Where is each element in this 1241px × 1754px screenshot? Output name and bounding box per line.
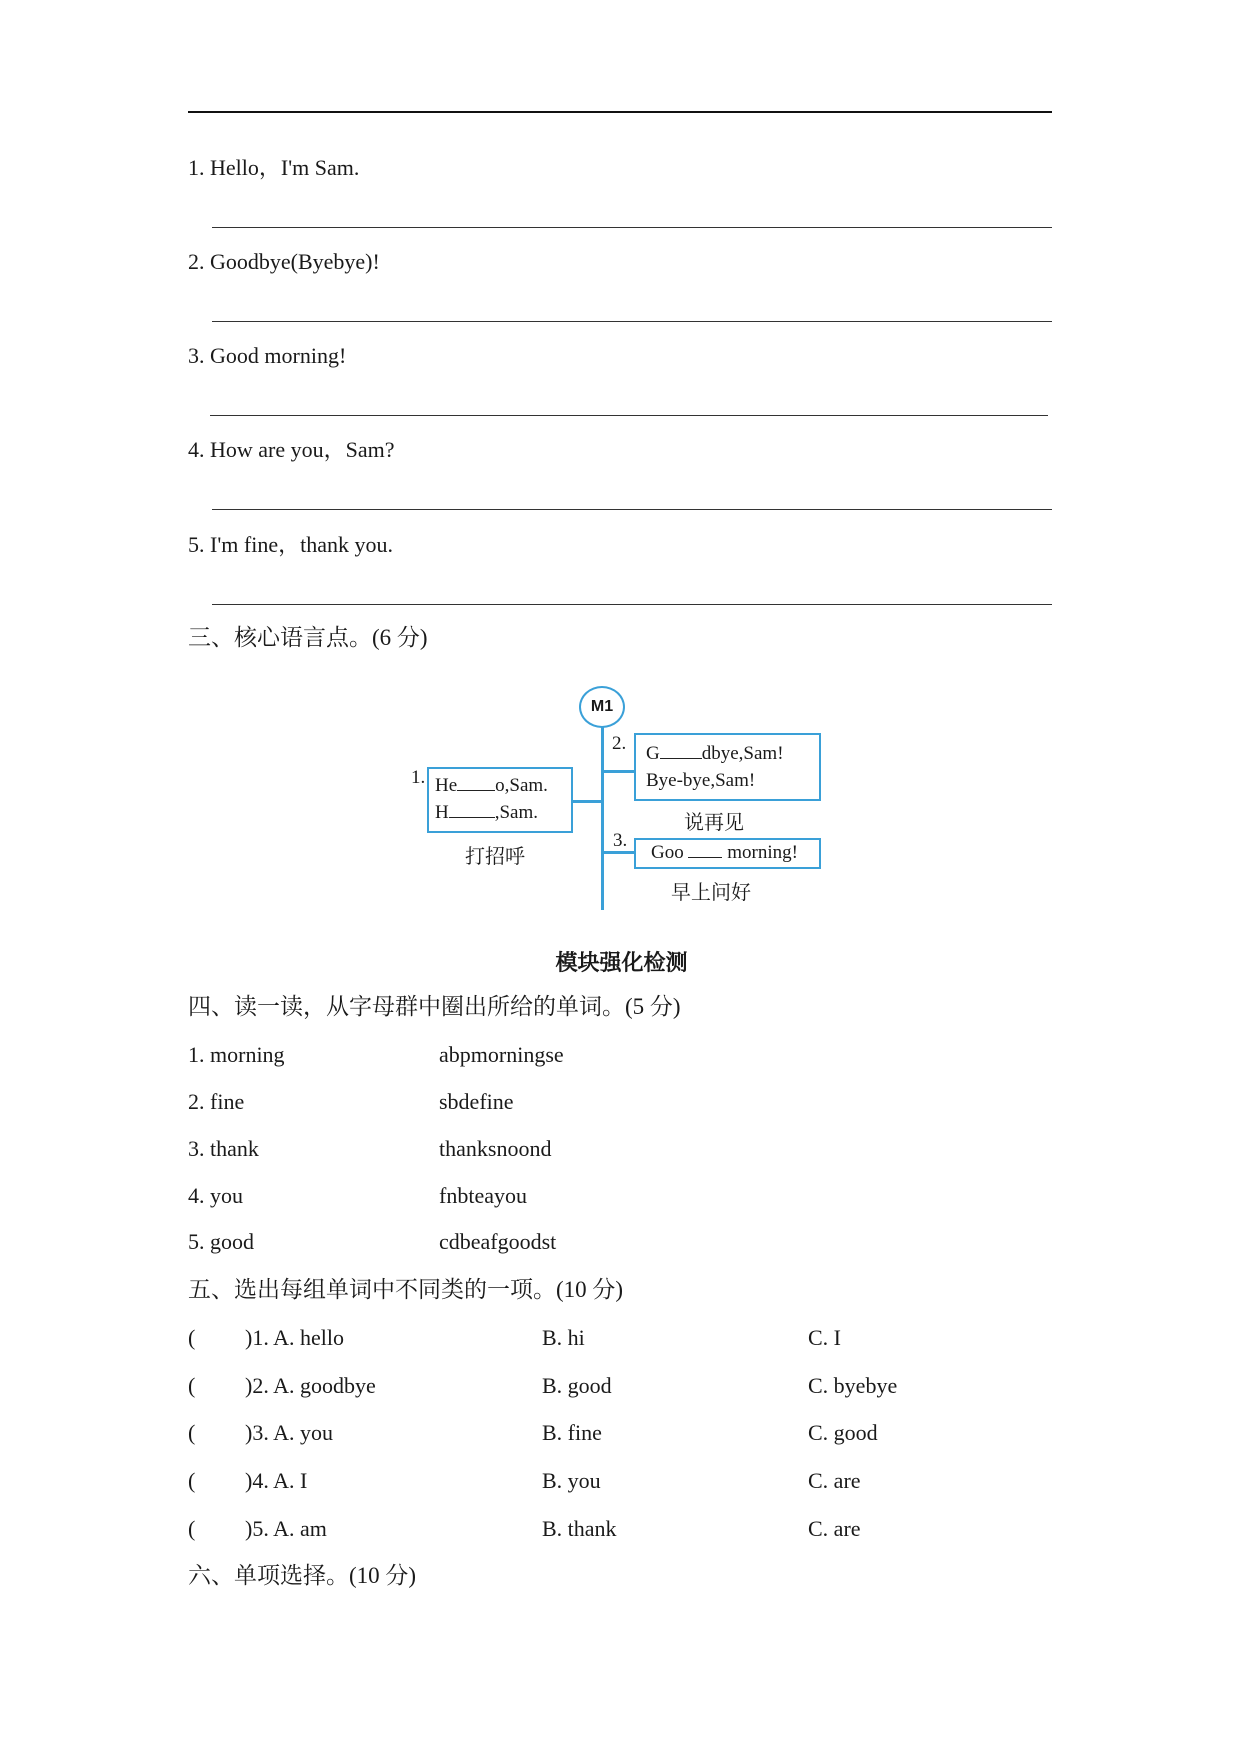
s4-word-3: 3. thank: [188, 1136, 259, 1161]
branch1-line1: [435, 775, 548, 797]
module-title: [0, 946, 1241, 977]
section6-heading: 六、单项选择。(10 分): [188, 1563, 417, 1588]
translate-item-4: 4. How are you，Sam?: [188, 437, 395, 462]
branch2-caption: 说再见: [684, 810, 744, 834]
branch1-line2: [435, 802, 538, 824]
s5-option-b-5: B. thank: [542, 1516, 617, 1541]
s5-option-b-1: B. hi: [542, 1325, 585, 1350]
answer-line-3[interactable]: [210, 415, 1048, 416]
s5-option-a-3: )3. A. you: [245, 1420, 333, 1445]
branch3-number: 3.: [613, 830, 628, 851]
s5-option-a-4: )4. A. I: [245, 1468, 308, 1493]
branch1-number: 1.: [411, 767, 426, 788]
answer-line-4[interactable]: [212, 509, 1052, 510]
section3-heading: 三、核心语言点。(6 分): [188, 625, 428, 650]
branch1-line2-b: ,Sam.: [494, 802, 539, 823]
translate-item-5: 5. I'm fine，thank you.: [188, 532, 393, 557]
mind-map-trunk: [601, 727, 604, 910]
branch3-line1: [651, 842, 798, 864]
s4-word-4: 4. you: [188, 1183, 243, 1208]
branch1-line1-b: o,Sam.: [495, 775, 548, 796]
s5-paren-2[interactable]: (: [188, 1373, 196, 1398]
s5-paren-5[interactable]: (: [188, 1516, 196, 1541]
s5-option-a-5: )5. A. am: [245, 1516, 327, 1541]
branch3-blank[interactable]: [688, 843, 722, 858]
branch3-line1-a: Goo: [651, 842, 684, 863]
s5-option-c-5: C. are: [808, 1516, 861, 1541]
branch2-line2: Bye-bye,Sam!: [646, 770, 756, 791]
s5-option-a-1: )1. A. hello: [245, 1325, 344, 1350]
branch1-line2-a: H: [435, 802, 449, 823]
mind-map-branch-2: [603, 770, 636, 773]
branch3-line1-b: morning!: [727, 842, 798, 863]
section4-heading: 四、读一读，从字母群中圈出所给的单词。(5 分): [188, 994, 681, 1019]
s5-option-b-4: B. you: [542, 1468, 601, 1493]
branch1-caption: 打招呼: [465, 844, 525, 868]
s4-word-5: 5. good: [188, 1229, 254, 1254]
s4-word-1: 1. morning: [188, 1042, 285, 1067]
answer-line-1[interactable]: [212, 227, 1052, 228]
branch2-line1: [646, 743, 784, 765]
section5-heading: 五、选出每组单词中不同类的一项。(10 分): [188, 1277, 624, 1302]
top-divider: [188, 111, 1052, 113]
s4-letters-3[interactable]: thanksnoond: [439, 1136, 552, 1161]
s5-option-c-3: C. good: [808, 1420, 878, 1445]
s5-paren-1[interactable]: (: [188, 1325, 196, 1350]
s5-option-c-1: C. I: [808, 1325, 841, 1350]
s5-paren-3[interactable]: (: [188, 1420, 196, 1445]
branch2-number: 2.: [612, 733, 627, 754]
answer-line-2[interactable]: [212, 321, 1052, 322]
branch2-line1-a: G: [646, 743, 660, 764]
translate-item-1: 1. Hello，I'm Sam.: [188, 155, 360, 180]
s5-option-c-2: C. byebye: [808, 1373, 898, 1398]
answer-line-5[interactable]: [212, 604, 1052, 605]
s4-word-2: 2. fine: [188, 1089, 245, 1114]
module-title-text: 模块强化检测: [555, 951, 688, 976]
s5-option-a-2: )2. A. goodbye: [245, 1373, 376, 1398]
s4-letters-1[interactable]: abpmorningse: [439, 1042, 564, 1067]
mind-map-branch-1: [573, 800, 603, 803]
branch3-caption: 早上问好: [671, 880, 751, 904]
translate-item-3: 3. Good morning!: [188, 343, 347, 368]
branch2-line1-b: dbye,Sam!: [701, 743, 784, 764]
branch1-blank1[interactable]: [457, 776, 495, 791]
branch2-blank[interactable]: [660, 744, 702, 759]
s5-option-b-2: B. good: [542, 1373, 612, 1398]
branch1-blank2[interactable]: [449, 803, 495, 818]
mind-map-center-label: M1: [590, 698, 614, 715]
s4-letters-4[interactable]: fnbteayou: [439, 1183, 527, 1208]
s5-option-b-3: B. fine: [542, 1420, 602, 1445]
s5-paren-4[interactable]: (: [188, 1468, 196, 1493]
s4-letters-5[interactable]: cdbeafgoodst: [439, 1229, 557, 1254]
branch1-line1-a: He: [435, 775, 458, 796]
translate-item-2: 2. Goodbye(Byebye)!: [188, 249, 380, 274]
s5-option-c-4: C. are: [808, 1468, 861, 1493]
s4-letters-2[interactable]: sbdefine: [439, 1089, 514, 1114]
